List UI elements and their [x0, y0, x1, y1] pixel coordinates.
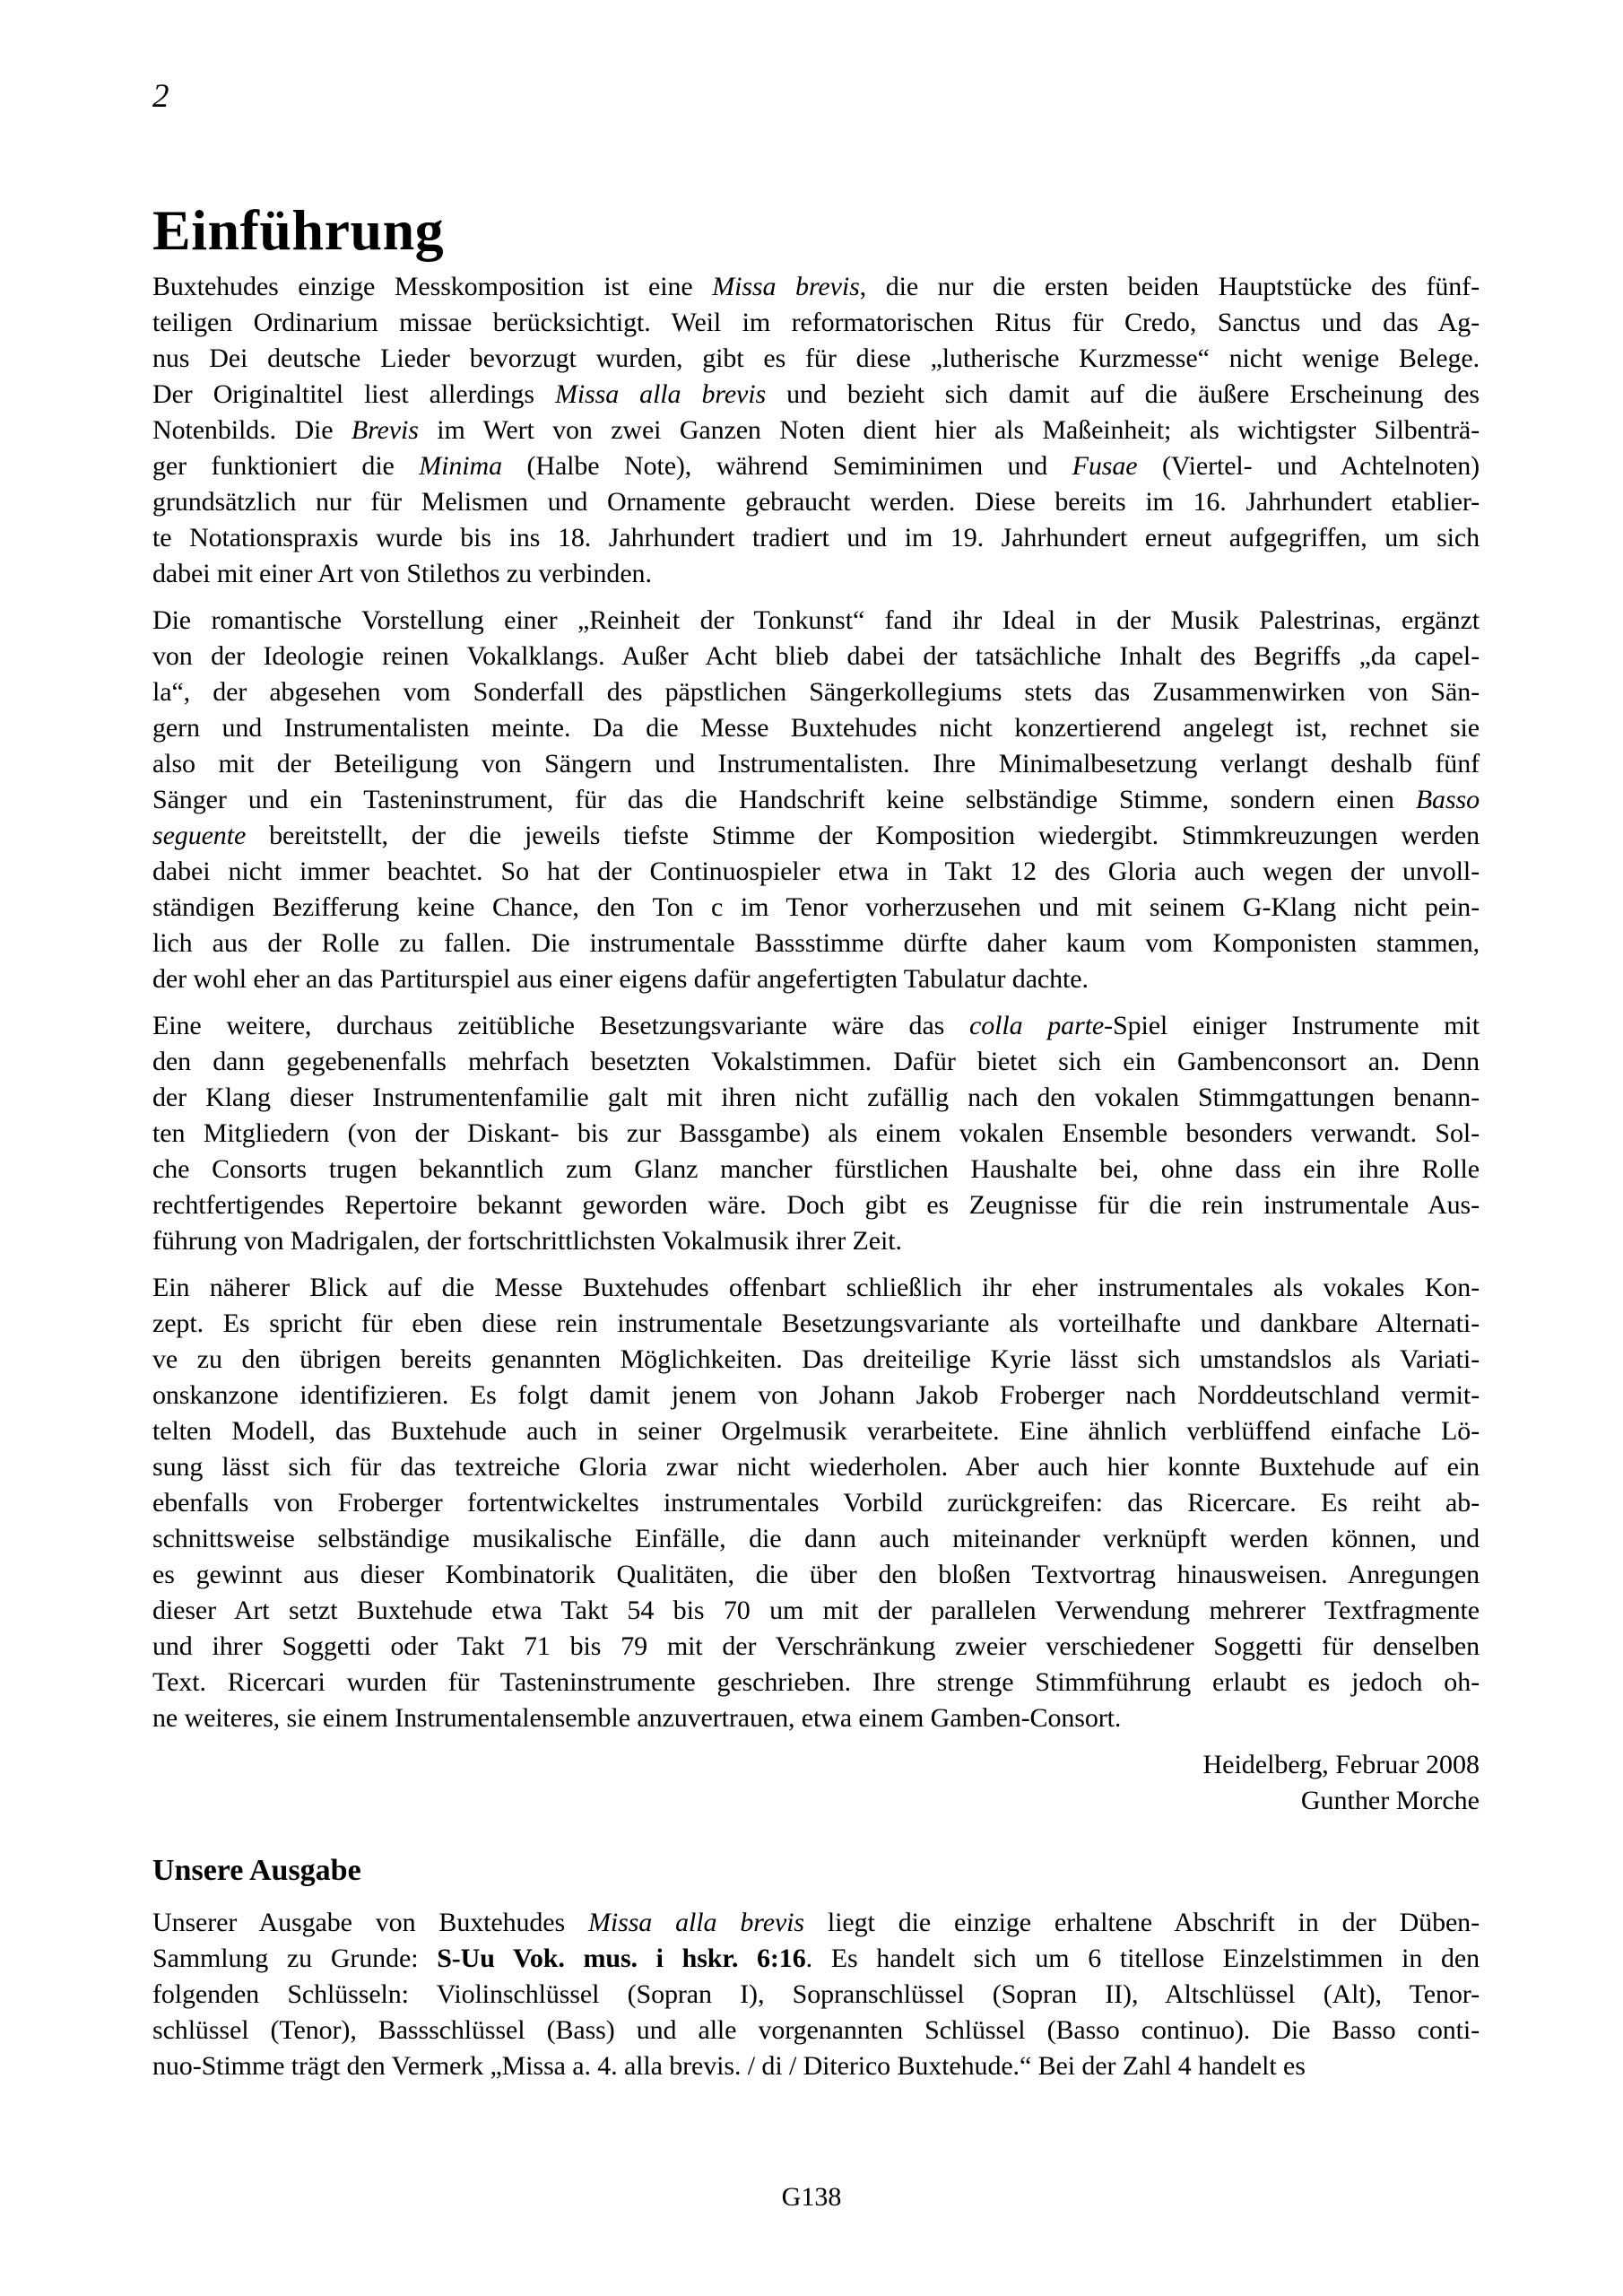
text-line: Die romantische Vorstellung einer „Reinheit der Tonkunst“ fand ihr Ideal in der Musik Palestrinas, ergänzt	[152, 605, 1480, 635]
page-number: 2	[152, 78, 169, 115]
text-line: Sänger und ein Tasteninstrument, für das die Handschrift keine selbständige Stimme, sondern einen Basso	[152, 785, 1480, 814]
signature-place-date: Heidelberg, Februar 2008	[1202, 1750, 1480, 1779]
text-line: dabei mit einer Art von Stilethos zu verbinden.	[152, 559, 652, 588]
text-line: ger funktioniert die Minima (Halbe Note), während Semiminimen und Fusae (Viertel- und Achtelnoten)	[152, 451, 1480, 481]
text-line: ne weiteres, sie einem Instrumentalensemble anzuvertrauen, etwa einem Gamben-Consort.	[152, 1703, 1122, 1733]
text-line: Der Originaltitel liest allerdings Missa alla brevis und bezieht sich damit auf die äußere Erscheinung des	[152, 379, 1480, 409]
text-line: Unserer Ausgabe von Buxtehudes Missa alla brevis liegt die einzige erhaltene Abschrift in der Düben-	[152, 1908, 1480, 1937]
text-line: Notenbilds. Die Brevis im Wert von zwei Ganzen Noten dient hier als Maßeinheit; als wichtigster Silbenträ-	[152, 415, 1480, 445]
paragraph	[152, 1905, 1480, 2084]
footer-plate-number: G138	[781, 2182, 842, 2212]
page-content	[152, 0, 1480, 2084]
text-line: Text. Ricercari wurden für Tasteninstrumente geschrieben. Ihre strenge Stimmführung erlaubt es jedoch oh-	[152, 1667, 1480, 1697]
text-line: ten Mitgliedern (von der Diskant- bis zur Bassgambe) als einem vokalen Ensemble besonders verwandt. Sol-	[152, 1118, 1480, 1148]
section-heading-einfuehrung: Einführung	[152, 198, 445, 262]
text-line: der wohl eher an das Partiturspiel aus einer eigens dafür angefertigten Tabulatur dachte.	[152, 964, 1089, 994]
text-line: teiligen Ordinarium missae berücksichtigt. Weil im reformatorischen Ritus für Credo, Sanctus und das Ag-	[152, 308, 1480, 337]
signature-block	[152, 1747, 1480, 1819]
text-line: lich aus der Rolle zu fallen. Die instrumentale Bassstimme dürfte daher kaum vom Komponisten stammen,	[152, 928, 1480, 958]
text-line: der Klang dieser Instrumentenfamilie galt mit ihren nicht zufällig nach den vokalen Stimmgattungen benann-	[152, 1083, 1480, 1112]
text-line: dabei nicht immer beachtet. So hat der Continuospieler etwa in Takt 12 des Gloria auch wegen der unvoll-	[152, 857, 1480, 886]
text-line: führung von Madrigalen, der fortschrittlichsten Vokalmusik ihrer Zeit.	[152, 1226, 902, 1256]
signature-name: Gunther Morche	[1300, 1786, 1480, 1815]
text-line: von der Ideologie reinen Vokalklangs. Außer Acht blieb dabei der tatsächliche Inhalt des Begriffs „da capel-	[152, 641, 1480, 671]
text-line: schnittsweise selbständige musikalische Einfälle, die dann auch miteinander verknüpft werden können, und	[152, 1524, 1480, 1553]
text-line: telten Modell, das Buxtehude auch in seiner Orgelmusik verarbeitete. Eine ähnlich verblüffend einfache Lö-	[152, 1416, 1480, 1446]
paragraph	[152, 603, 1480, 997]
text-line: Buxtehudes einzige Messkomposition ist eine Missa brevis, die nur die ersten beiden Hauptstücke des fünf-	[152, 272, 1480, 301]
paragraph	[152, 269, 1480, 592]
text-line: es gewinnt aus dieser Kombinatorik Qualitäten, die über den bloßen Textvortrag hinausweisen. Anregungen	[152, 1560, 1480, 1589]
text-line: gern und Instrumentalisten meinte. Da die Messe Buxtehudes nicht konzertierend angelegt ist, rechnet sie	[152, 713, 1480, 743]
text-line: ebenfalls von Froberger fortentwickeltes instrumentales Vorbild zurückgreifen: das Ricercare. Es reiht ab-	[152, 1488, 1480, 1518]
text-line: te Notationspraxis wurde bis ins 18. Jahrhundert tradiert und im 19. Jahrhundert erneut aufgegriffen, um sich	[152, 523, 1480, 552]
text-line: nuo-Stimme trägt den Vermerk „Missa a. 4. alla brevis. / di / Diterico Buxtehude.“ Bei der Zahl 4 handelt es	[152, 2051, 1306, 2081]
intro-paragraphs	[152, 269, 1480, 1736]
text-line: nus Dei deutsche Lieder bevorzugt wurden, gibt es für diese „lutherische Kurzmesse“ nicht wenige Belege.	[152, 344, 1480, 373]
edition-paragraphs	[152, 1905, 1480, 2084]
paragraph	[152, 1008, 1480, 1259]
text-line: che Consorts trugen bekanntlich zum Glanz mancher fürstlichen Haushalte bei, ohne dass ein ihre Rolle	[152, 1154, 1480, 1184]
text-line: zept. Es spricht für eben diese rein instrumentale Besetzungsvariante als vorteilhafte und dankbare Alternati-	[152, 1309, 1480, 1338]
text-line: ve zu den übrigen bereits genannten Möglichkeiten. Das dreiteilige Kyrie lässt sich umstandslos als Variati-	[152, 1344, 1480, 1374]
text-line: den dann gegebenenfalls mehrfach besetzten Vokalstimmen. Dafür bietet sich ein Gambenconsort an. Denn	[152, 1047, 1480, 1076]
text-line: folgenden Schlüsseln: Violinschlüssel (Sopran I), Sopranschlüssel (Sopran II), Altschlüssel (Alt), Tenor-	[152, 1979, 1480, 2009]
text-line: sung lässt sich für das textreiche Gloria zwar nicht wiederholen. Aber auch hier konnte Buxtehude auf ein	[152, 1452, 1480, 1482]
text-line: und ihrer Soggetti oder Takt 71 bis 79 mit der Verschränkung zweier verschiedener Soggetti für denselben	[152, 1631, 1480, 1661]
text-line: schlüssel (Tenor), Bassschlüssel (Bass) und alle vorgenannten Schlüssel (Basso continuo). Die Basso conti-	[152, 2015, 1480, 2045]
text-line: Eine weitere, durchaus zeitübliche Besetzungsvariante wäre das colla parte-Spiel einiger Instrumente mit	[152, 1011, 1480, 1040]
text-line: grundsätzlich nur für Melismen und Ornamente gebraucht werden. Diese bereits im 16. Jahrhundert etablier-	[152, 487, 1480, 517]
text-line: Sammlung zu Grunde: S-Uu Vok. mus. i hskr. 6:16. Es handelt sich um 6 titellose Einzelstimmen in den	[152, 1944, 1480, 1973]
text-line: Ein näherer Blick auf die Messe Buxtehudes offenbart schließlich ihr eher instrumentales als vokales Kon-	[152, 1273, 1480, 1302]
text-line: dieser Art setzt Buxtehude etwa Takt 54 bis 70 um mit der parallelen Verwendung mehrerer Textfragmente	[152, 1596, 1480, 1625]
text-line: ständigen Bezifferung keine Chance, den Ton c im Tenor vorherzusehen und mit seinem G-Klang nicht pein-	[152, 892, 1480, 922]
section-heading-unsere-ausgabe: Unsere Ausgabe	[152, 1854, 361, 1887]
text-line: seguente bereitstellt, der die jeweils tiefste Stimme der Komposition wiedergibt. Stimmkreuzungen werden	[152, 821, 1480, 850]
text-line: rechtfertigendes Repertoire bekannt geworden wäre. Doch gibt es Zeugnisse für die rein instrumentale Aus-	[152, 1190, 1480, 1220]
paragraph	[152, 1270, 1480, 1736]
text-line: onskanzone identifizieren. Es folgt damit jenem von Johann Jakob Froberger nach Norddeutschland vermit-	[152, 1380, 1480, 1410]
text-line: la“, der abgesehen vom Sonderfall des päpstlichen Sängerkollegiums stets das Zusammenwirken von Sän-	[152, 677, 1480, 707]
text-line: also mit der Beteiligung von Sängern und Instrumentalisten. Ihre Minimalbesetzung verlangt deshalb fünf	[152, 749, 1480, 778]
